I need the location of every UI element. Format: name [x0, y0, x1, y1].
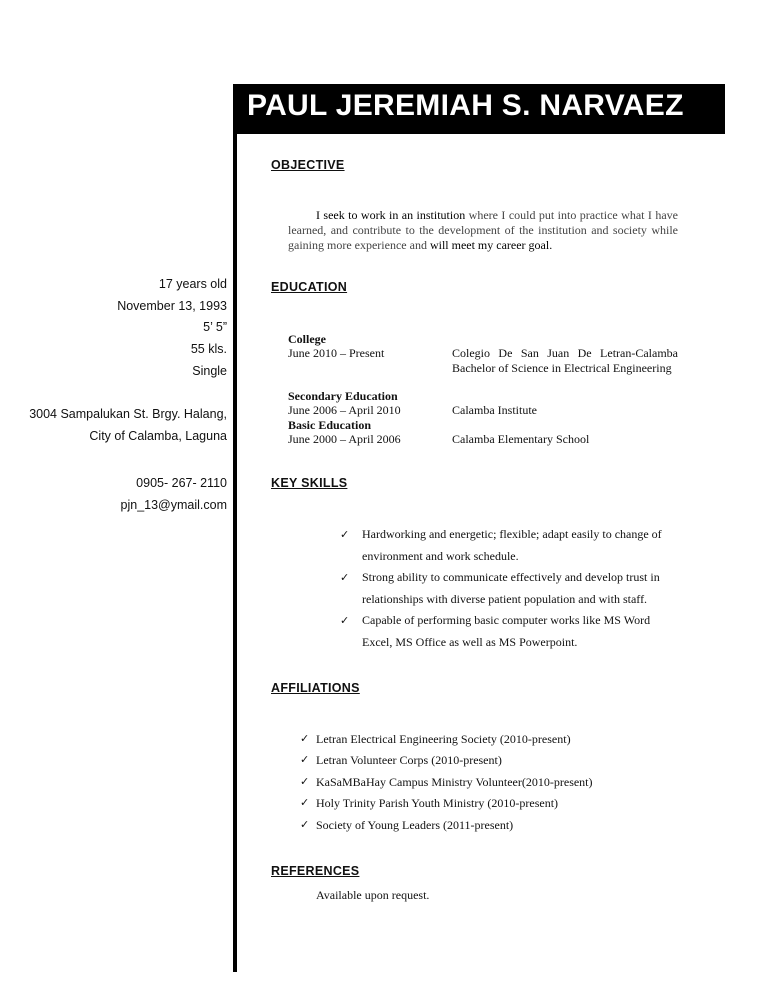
checkmark-icon: ✓	[300, 796, 310, 809]
affiliation-item: Society of Young Leaders (2011-present)	[316, 818, 514, 832]
objective-heading: OBJECTIVE	[271, 158, 345, 172]
checkmark-icon: ✓	[300, 732, 310, 745]
email-address: pjn_13@ymail.com	[120, 498, 227, 512]
college-label: College	[288, 332, 326, 346]
basic-years: June 2000 – April 2006	[288, 432, 401, 446]
education-heading: EDUCATION	[271, 280, 348, 294]
college-school: Colegio De San Juan De Letran-Calamba Bachelor of Science in Electrical Engineering	[452, 346, 678, 375]
references-text: Available upon request.	[316, 888, 430, 902]
objective-text-c: will meet my career goal.	[429, 238, 553, 252]
secondary-label: Secondary Education	[288, 389, 398, 403]
key-skills-heading: KEY SKILLS	[271, 476, 348, 490]
objective-text	[288, 208, 678, 253]
checkmark-icon: ✓	[340, 571, 350, 584]
skill-item: Strong ability to communicate effectively and develop trust in relationships with diverse patient population and with staff.	[362, 570, 660, 606]
age: 17 years old	[158, 277, 227, 291]
affiliation-item: Holy Trinity Parish Youth Ministry (2010-present)	[316, 796, 559, 810]
skill-item: Hardworking and energetic; flexible; adapt easily to change of environment and work schedule.	[362, 527, 662, 563]
address-line-1: 3004 Sampalukan St. Brgy. Halang,	[29, 407, 227, 421]
skill-item: Capable of performing basic computer works like MS Word Excel, MS Office as well as MS Powerpoint.	[362, 613, 651, 649]
basic-label: Basic Education	[288, 418, 372, 432]
birthdate: November 13, 1993	[117, 299, 227, 313]
name-banner	[237, 84, 725, 134]
weight: 55 kls.	[190, 342, 227, 356]
checkmark-icon: ✓	[300, 775, 310, 788]
vertical-divider	[233, 84, 237, 972]
secondary-school: Calamba Institute	[452, 403, 537, 417]
objective-text-a: I seek to work in an institution	[316, 208, 466, 222]
height: 5’ 5”	[203, 320, 227, 334]
affiliation-item: Letran Volunteer Corps (2010-present)	[316, 753, 502, 767]
affiliations-heading: AFFILIATIONS	[271, 681, 360, 695]
checkmark-icon: ✓	[340, 614, 350, 627]
address-line-2: City of Calamba, Laguna	[89, 429, 227, 443]
references-heading: REFERENCES	[271, 864, 360, 878]
checkmark-icon: ✓	[300, 753, 310, 766]
civil-status: Single	[192, 364, 227, 378]
phone-number: 0905- 267- 2110	[136, 476, 227, 490]
basic-school: Calamba Elementary School	[452, 432, 590, 446]
college-years: June 2010 – Present	[288, 346, 385, 360]
checkmark-icon: ✓	[300, 818, 310, 831]
applicant-name: PAUL JEREMIAH S. NARVAEZ	[247, 89, 684, 122]
objective-text-b: where I could put into practice what I have learned, and contribute to the development of the institution and society while gaining more experience and	[288, 208, 678, 252]
secondary-years: June 2006 – April 2010	[288, 403, 401, 417]
checkmark-icon: ✓	[340, 528, 350, 541]
affiliation-item: KaSaMBaHay Campus Ministry Volunteer(2010-present)	[316, 775, 593, 789]
affiliation-item: Letran Electrical Engineering Society (2010-present)	[316, 732, 571, 746]
